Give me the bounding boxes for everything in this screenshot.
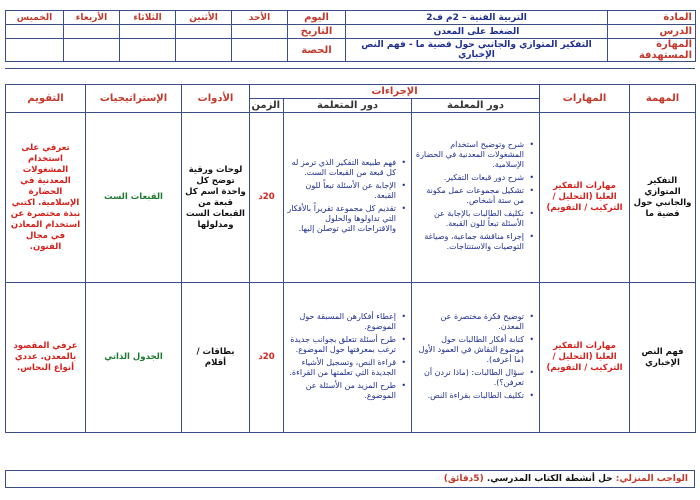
list-item: • توضيح فكرة مختصرة عن المعدن. [415, 312, 524, 332]
col-skills: المهارات [540, 85, 630, 113]
day-tuesday: الثلاثاء [120, 11, 176, 25]
task-cell: فهم النص الإخباري [630, 283, 696, 433]
date-cell [176, 25, 232, 39]
skill-label: المهارة المستهدفة [608, 39, 696, 62]
tools-cell: بطاقات / أقلام [182, 283, 250, 433]
lesson-label: الدرس [608, 25, 696, 39]
period-cell [6, 39, 64, 62]
list-item: • الإجابة عن الأسئلة تبعاً للون القبعة. [287, 181, 396, 201]
day-sunday: الأحد [232, 11, 288, 25]
date-cell [232, 25, 288, 39]
skills-cell: مهارات التفكير العليا (التحليل / التركيب / التقويم) [540, 113, 630, 283]
homework-label: الواجب المنزلي: [615, 474, 688, 484]
col-tools: الأدوات [182, 85, 250, 113]
date-label: التاريخ [288, 25, 346, 39]
time-cell: 20د [250, 113, 284, 283]
homework-value: حل أنشطة الكتاب المدرسي. [486, 474, 613, 484]
day-wednesday: الأربعاء [64, 11, 120, 25]
table-row [6, 283, 696, 433]
list-item: • تقديم كل مجموعة تقريراً بالأفكار التي تداولوها والحلول والاقتراحات التي توصلن إليها. [287, 204, 396, 234]
skill-value: التفكير المتوازي والجانبي حول قضية ما - فهم النص الإخباري [346, 39, 608, 62]
homework-bar [5, 470, 695, 488]
strategies-cell: القبعات الست [86, 113, 182, 283]
learner-role-cell [284, 283, 412, 433]
col-strategies: الإستراتيجيات [86, 85, 182, 113]
task-cell: التفكير المتوازي والجانبي حول قضية ما [630, 113, 696, 283]
list-item: • طرح أسئلة تتعلق بجوانب جديدة ترغب بمعرفتها حول الموضوع. [287, 335, 396, 355]
time-cell: 20د [250, 283, 284, 433]
date-cell [6, 25, 64, 39]
col-learner-role: دور المتعلمة [284, 99, 412, 113]
col-time: الزمن [250, 99, 284, 113]
list-item: • فهم طبيعة التفكير الذي ترمز له كل قبعة من القبعات الست. [287, 158, 396, 178]
list-item: • تكليف الطالبات بقراءة النص. [415, 391, 524, 401]
teacher-role-cell [412, 113, 540, 283]
list-item: • إعطاء أفكارهن المسبقة حول الموضوع. [287, 312, 396, 332]
list-item: • قراءة النص، وتسجيل الأشياء الجديدة التي تعلمتها من القراءة. [287, 358, 396, 378]
col-procedures: الإجراءات [250, 85, 540, 99]
period-cell [64, 39, 120, 62]
evaluation-cell: تعرفي على استخدام المشغولات المعدنية في الحضارة الإسلامية. اكتبي نبذة مختصرة عن استخدام المعادن في مجال الفنون. [6, 113, 86, 283]
list-item: • تشكيل مجموعات عمل مكونة من ستة أشخاص. [415, 186, 524, 206]
header-table [5, 10, 696, 62]
list-item: • سؤال الطالبات: (ماذا تردن أن تعرفن؟). [415, 368, 524, 388]
date-cell [64, 25, 120, 39]
tools-cell: لوحات ورقية توضح كل واحدة اسم كل قبعة من القبعات الست ومدلولها [182, 113, 250, 283]
procedures-table [5, 84, 696, 433]
teacher-role-cell [412, 283, 540, 433]
homework-time: (5دقائق) [443, 474, 484, 484]
list-item: • إجراء مناقشة جماعية، وصياغة التوصيات والاستنتاجات. [415, 232, 524, 252]
skills-cell: مهارات التفكير العليا (التحليل / التركيب / التقويم) [540, 283, 630, 433]
strategies-cell: الجدول الذاتي [86, 283, 182, 433]
evaluation-cell: عرفي المقصود بالمعدن. عددي أنواع النحاس. [6, 283, 86, 433]
lesson-value: الضغط على المعدن [346, 25, 608, 39]
day-monday: الأثنين [176, 11, 232, 25]
learner-role-cell [284, 113, 412, 283]
list-item: • شرح وتوضيح استخدام المشغولات المعدنية في الحضارة الإسلامية. [415, 140, 524, 170]
period-cell [232, 39, 288, 62]
day-thursday: الخميس [6, 11, 64, 25]
list-item: • كتابة أفكار الطالبات حول موضوع النقاش في العمود الأول (ما أعرفه). [415, 335, 524, 365]
col-teacher-role: دور المعلمة [412, 99, 540, 113]
list-item: • تكليف الطالبات بالإجابة عن الأسئلة تبعاً للون القبعة. [415, 209, 524, 229]
period-label: الحصة [288, 39, 346, 62]
table-row [6, 113, 696, 283]
list-item: • شرح دور قبعات التفكير. [415, 173, 524, 183]
date-cell [120, 25, 176, 39]
day-label: اليوم [288, 11, 346, 25]
divider [5, 68, 695, 69]
col-evaluation: التقويم [6, 85, 86, 113]
list-item: • طرح المزيد من الأسئلة عن الموضوع. [287, 381, 396, 401]
subject-label: المادة [608, 11, 696, 25]
col-task: المهمة [630, 85, 696, 113]
period-cell [176, 39, 232, 62]
period-cell [120, 39, 176, 62]
subject-value: التربية الفنية – 2م ف2 [346, 11, 608, 25]
